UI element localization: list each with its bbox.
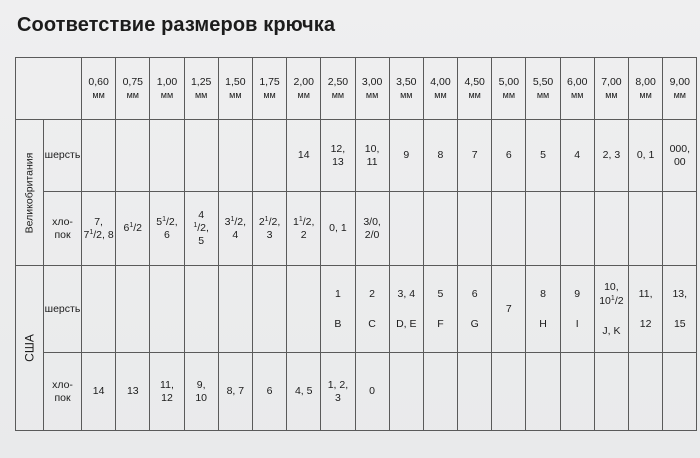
size-value-cell: 7 <box>492 266 526 353</box>
size-value-cell <box>116 120 150 192</box>
us-wool-row <box>16 266 697 353</box>
size-header-cell: 4,00 мм <box>423 58 457 120</box>
size-value-cell: 0 <box>355 353 389 431</box>
country-uk-label: Великобритания <box>16 120 44 266</box>
size-value-cell <box>492 353 526 431</box>
unit-label: мм <box>92 89 105 100</box>
size-value-cell <box>423 192 457 266</box>
size-value-cell: $2^1/2$, 3 <box>252 192 286 266</box>
size-value-cell: $5^1/2$, 6 <box>150 192 184 266</box>
size-value-cell <box>252 120 286 192</box>
size-value-cell: 11, 12 <box>150 353 184 431</box>
size-header-cell: 2,00 мм <box>287 58 321 120</box>
size-value-cell: 5 <box>526 120 560 192</box>
size-header-cell: 3,00 мм <box>355 58 389 120</box>
size-value-cell: 0, 1 <box>321 192 355 266</box>
size-value-cell: 2 C <box>355 266 389 353</box>
size-header-cell: 7,00 мм <box>594 58 628 120</box>
size-value-cell: 6 G <box>458 266 492 353</box>
size-header-cell: 3,50 мм <box>389 58 423 120</box>
size-value-cell <box>663 192 697 266</box>
size-header-cell: 9,00 мм <box>663 58 697 120</box>
material-wool-label: шерсть <box>44 120 82 192</box>
size-header-cell: 1,50 мм <box>218 58 252 120</box>
size-value-cell <box>423 353 457 431</box>
size-value-cell: 13 <box>116 353 150 431</box>
size-value-cell: 1, 2, 3 <box>321 353 355 431</box>
size-value-cell <box>526 192 560 266</box>
material-cotton-label: хло- пок <box>44 192 82 266</box>
size-value-cell <box>252 266 286 353</box>
page-title: Соответствие размеров крючка <box>17 14 336 36</box>
size-value-cell <box>663 353 697 431</box>
size-value-cell: 6 <box>492 120 526 192</box>
size-value-cell: 7, $7^1/2$, 8 <box>82 192 116 266</box>
size-header-cell: 5,50 мм <box>526 58 560 120</box>
size-header-cell: 2,50 мм <box>321 58 355 120</box>
country-usa-label: США <box>16 266 44 431</box>
size-value-cell <box>560 353 594 431</box>
size-value-cell: 8 H <box>526 266 560 353</box>
size-value-cell <box>389 353 423 431</box>
unit-label: мм <box>434 89 447 100</box>
size-value-cell <box>218 120 252 192</box>
size-header-cell: 1,25 мм <box>184 58 218 120</box>
size-value-cell <box>629 353 663 431</box>
size-value-cell: 9, 10 <box>184 353 218 431</box>
size-value-cell <box>218 266 252 353</box>
header-corner-cell <box>16 58 82 120</box>
size-value-cell <box>389 192 423 266</box>
size-value-cell: 14 <box>287 120 321 192</box>
size-value-cell: $3^1/2$, 4 <box>218 192 252 266</box>
size-value-cell: 12, 13 <box>321 120 355 192</box>
size-header-cell: 0,75 мм <box>116 58 150 120</box>
header-row <box>16 58 697 120</box>
size-value-cell: $6^1/2$ <box>116 192 150 266</box>
unit-label: мм <box>605 89 618 100</box>
size-value-cell: 4 <box>560 120 594 192</box>
size-header-cell: 1,75 мм <box>252 58 286 120</box>
size-value-cell: 7 <box>458 120 492 192</box>
hook-size-table <box>15 57 697 431</box>
size-value-cell: 4, 5 <box>287 353 321 431</box>
size-value-cell: 9 <box>389 120 423 192</box>
unit-label: мм <box>400 89 413 100</box>
size-value-cell: 6 <box>252 353 286 431</box>
size-value-cell <box>594 353 628 431</box>
size-value-cell: 0, 1 <box>629 120 663 192</box>
size-value-cell <box>116 266 150 353</box>
size-value-cell <box>184 266 218 353</box>
size-value-cell: 2, 3 <box>594 120 628 192</box>
unit-label: мм <box>502 89 516 100</box>
unit-label: мм <box>536 89 550 100</box>
size-value-cell <box>629 192 663 266</box>
unit-label: мм <box>468 89 481 100</box>
size-value-cell: 8 <box>423 120 457 192</box>
uk-cotton-row <box>16 192 697 266</box>
size-value-cell: 4 $^1$/2, 5 <box>184 192 218 266</box>
size-value-cell <box>82 266 116 353</box>
size-value-cell <box>184 120 218 192</box>
size-value-cell: 10, 11 <box>355 120 389 192</box>
size-value-cell: 3/0, 2/0 <box>355 192 389 266</box>
material-cotton-label: хло- пок <box>44 353 82 431</box>
size-value-cell: 8, 7 <box>218 353 252 431</box>
unit-label: мм <box>160 89 174 100</box>
size-value-cell: 14 <box>82 353 116 431</box>
unit-label: мм <box>194 89 208 100</box>
uk-wool-row <box>16 120 697 192</box>
material-wool-label: шерсть <box>44 266 82 353</box>
unit-label: мм <box>639 89 652 100</box>
unit-label: мм <box>571 89 584 100</box>
unit-label: мм <box>673 89 686 100</box>
size-value-cell <box>458 353 492 431</box>
size-header-cell: 1,00 мм <box>150 58 184 120</box>
size-header-cell: 0,60 мм <box>82 58 116 120</box>
size-value-cell: 11, 12 <box>629 266 663 353</box>
size-value-cell <box>594 192 628 266</box>
size-header-cell: 6,00 мм <box>560 58 594 120</box>
size-value-cell <box>287 266 321 353</box>
size-value-cell: 10, $10^1/2$ J, K <box>594 266 628 353</box>
size-header-cell: 5,00 мм <box>492 58 526 120</box>
size-value-cell <box>82 120 116 192</box>
unit-label: мм <box>331 89 345 100</box>
size-value-cell: 9 I <box>560 266 594 353</box>
size-value-cell: 5 F <box>423 266 457 353</box>
us-cotton-row <box>16 353 697 431</box>
size-value-cell <box>150 266 184 353</box>
size-value-cell <box>150 120 184 192</box>
size-value-cell: 13, 15 <box>663 266 697 353</box>
size-value-cell <box>458 192 492 266</box>
size-value-cell <box>492 192 526 266</box>
size-value-cell: 000, 00 <box>663 120 697 192</box>
size-value-cell: 3, 4 D, E <box>389 266 423 353</box>
size-header-cell: 4,50 мм <box>458 58 492 120</box>
unit-label: мм <box>229 89 242 100</box>
size-value-cell: $1^1/2$, 2 <box>287 192 321 266</box>
unit-label: мм <box>126 89 139 100</box>
unit-label: мм <box>365 89 379 100</box>
unit-label: мм <box>297 89 310 100</box>
unit-label: мм <box>263 89 276 100</box>
size-header-cell: 8,00 мм <box>629 58 663 120</box>
size-value-cell <box>560 192 594 266</box>
size-value-cell: 1 B <box>321 266 355 353</box>
size-value-cell <box>526 353 560 431</box>
